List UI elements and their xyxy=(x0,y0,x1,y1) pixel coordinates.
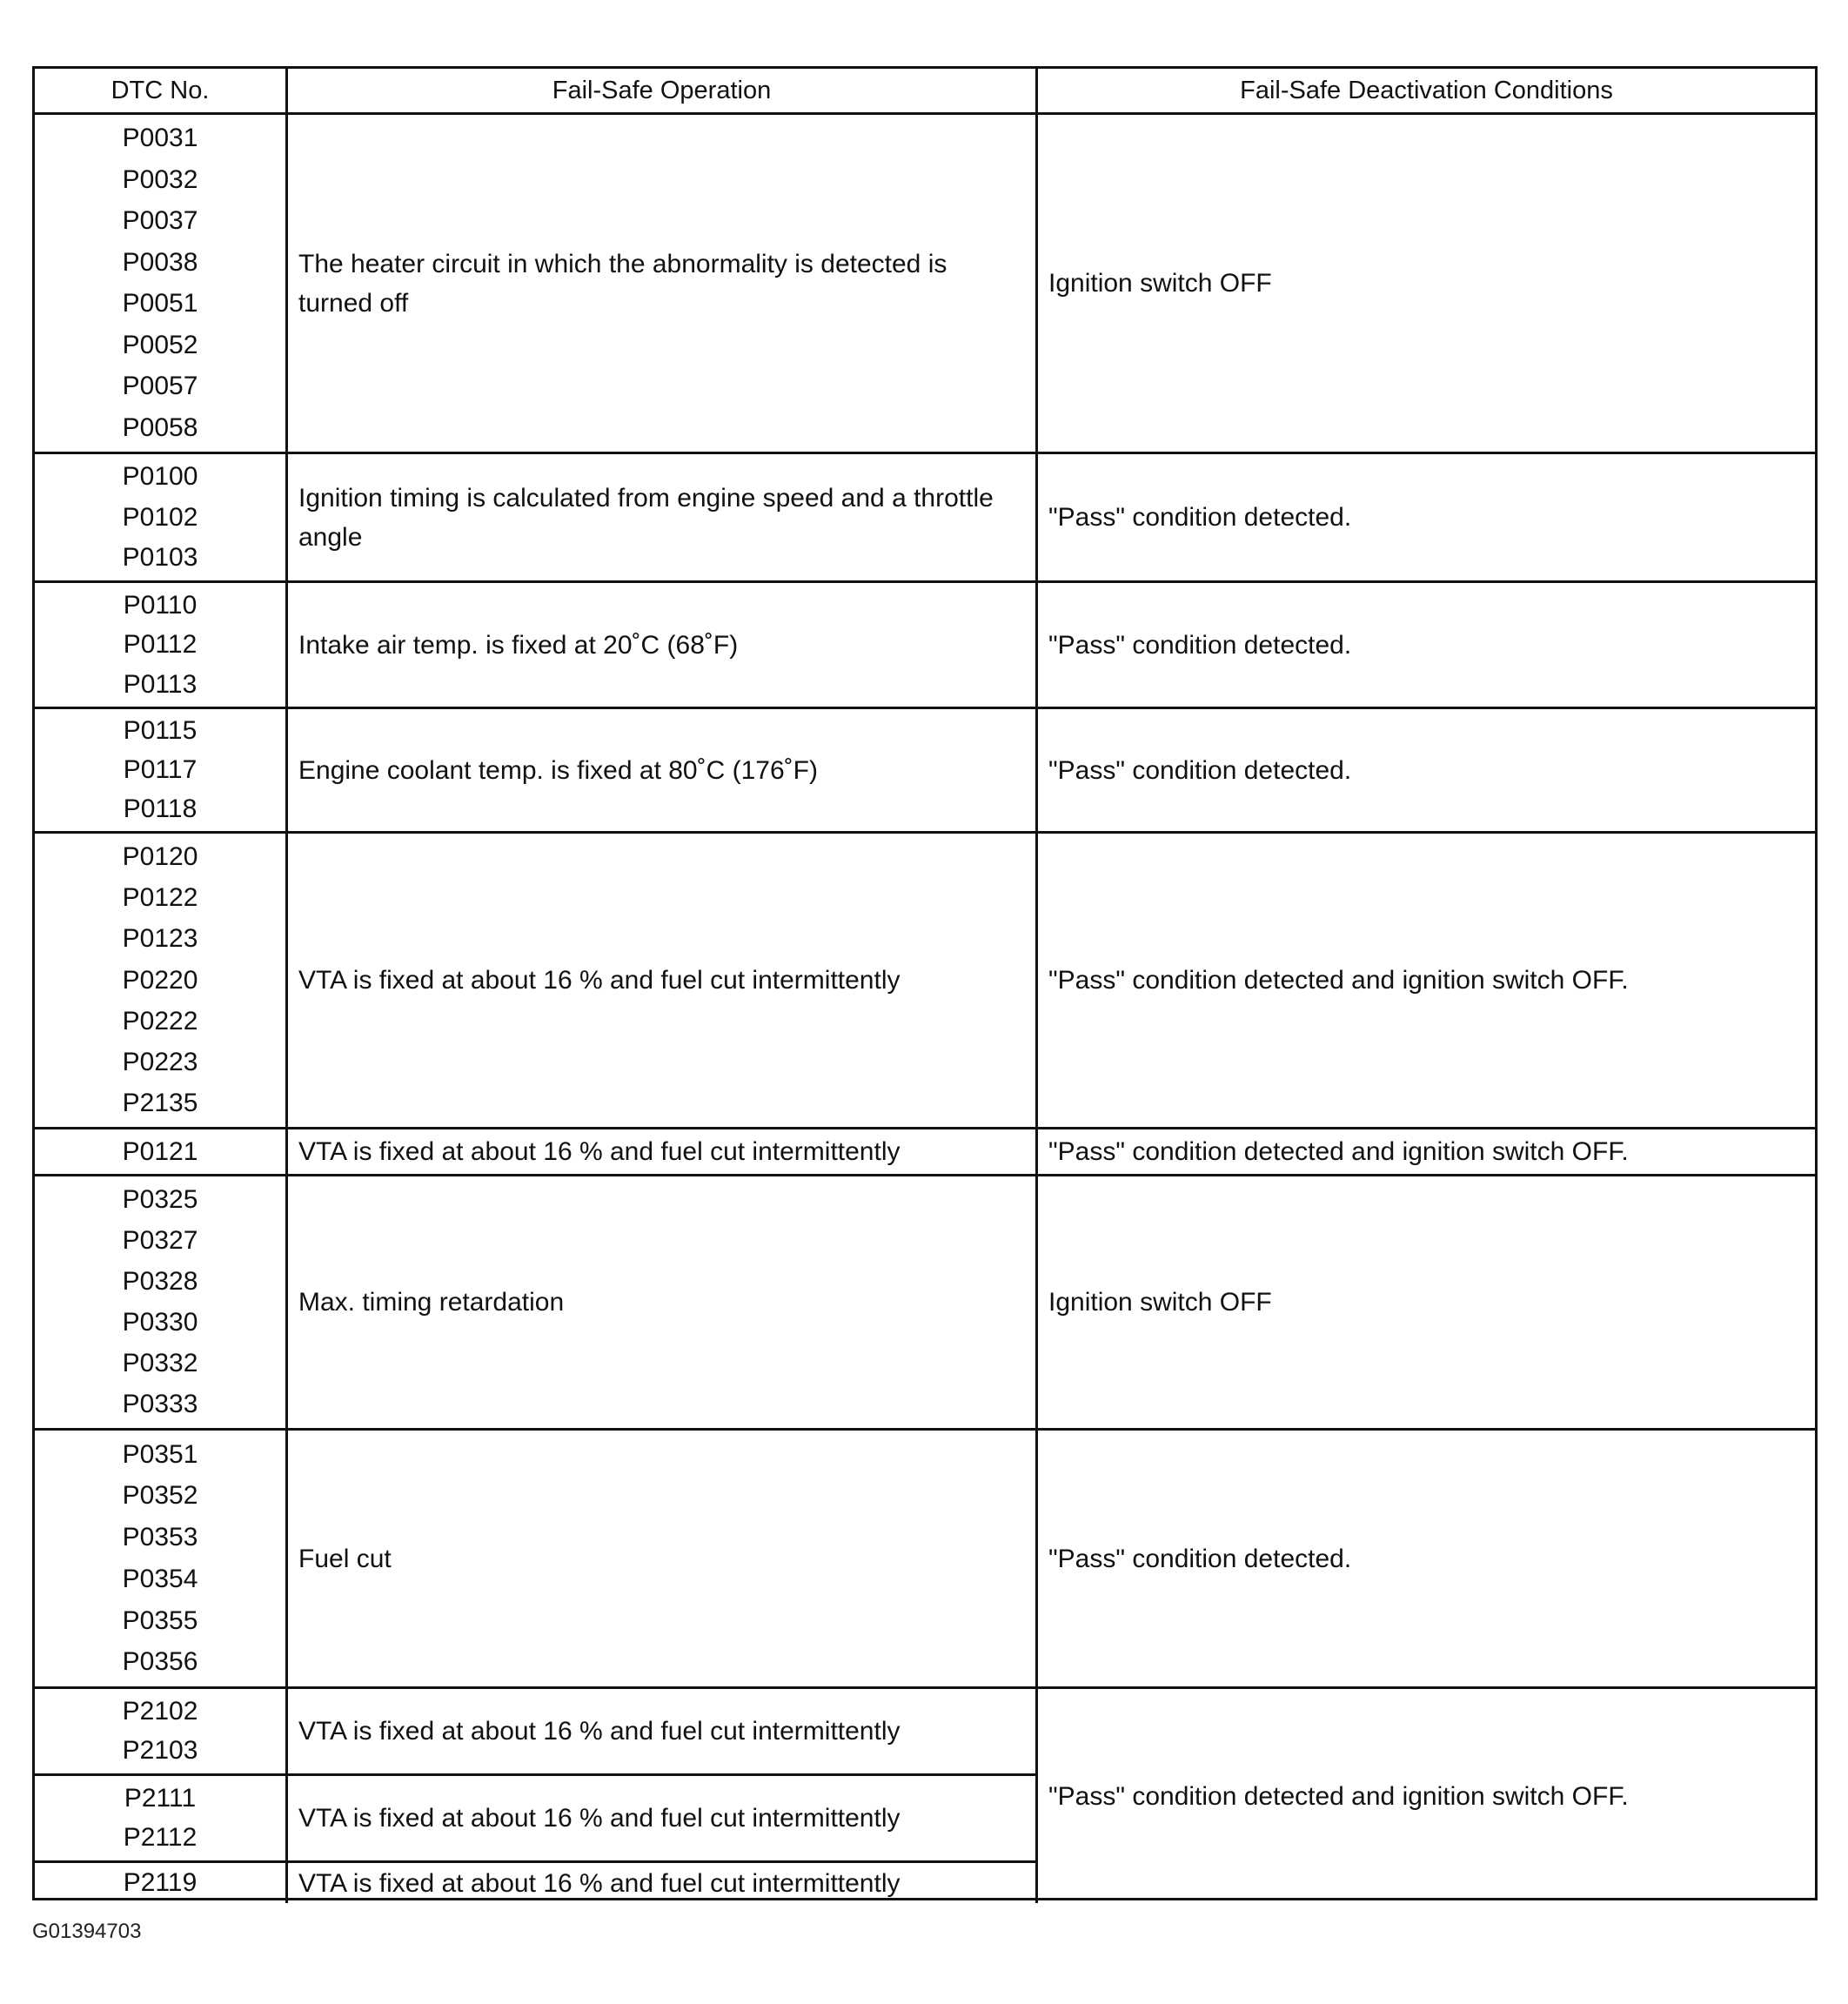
operation-cell: VTA is fixed at about 16 % and fuel cut intermittently xyxy=(288,1776,1038,1863)
dtc-code: P0038 xyxy=(122,247,198,277)
dtc-code: P0351 xyxy=(122,1439,198,1469)
dtc-code: P0112 xyxy=(123,630,198,659)
dtc-code: P0057 xyxy=(122,372,198,401)
dtc-code: P0223 xyxy=(122,1047,198,1076)
header-dtc: DTC No. xyxy=(35,69,288,115)
operation-cell: Intake air temp. is fixed at 20˚C (68˚F) xyxy=(288,583,1038,709)
conditions-cell: Ignition switch OFF xyxy=(1038,1176,1815,1431)
dtc-code: P0354 xyxy=(122,1564,198,1593)
dtc-code: P0032 xyxy=(122,164,198,194)
dtc-code: P0123 xyxy=(122,924,198,954)
dtc-cell xyxy=(35,1863,288,1903)
dtc-code: P0052 xyxy=(122,330,198,359)
dtc-code: P0355 xyxy=(122,1605,198,1635)
header-operation: Fail-Safe Operation xyxy=(288,69,1038,115)
operation-cell: The heater circuit in which the abnormality is detected is turned off xyxy=(288,115,1038,454)
figure-id: G01394703 xyxy=(32,1920,142,1943)
dtc-cell xyxy=(35,1776,288,1863)
dtc-code: P0113 xyxy=(123,669,198,699)
operation-cell: VTA is fixed at about 16 % and fuel cut intermittently xyxy=(288,1129,1038,1176)
conditions-cell: "Pass" condition detected and ignition switch OFF. xyxy=(1038,834,1815,1129)
dtc-code: P0100 xyxy=(122,462,198,492)
conditions-cell: "Pass" condition detected and ignition switch OFF. xyxy=(1048,1781,1629,1811)
operation-cell: Max. timing retardation xyxy=(288,1176,1038,1431)
dtc-code: P0353 xyxy=(122,1523,198,1552)
dtc-code: P0120 xyxy=(122,842,198,872)
dtc-code: P0220 xyxy=(122,965,198,995)
dtc-code: P0327 xyxy=(122,1226,198,1255)
operation-cell: Engine coolant temp. is fixed at 80˚C (176˚F) xyxy=(288,709,1038,834)
operation-cell: VTA is fixed at about 16 % and fuel cut intermittently xyxy=(288,1689,1038,1776)
dtc-cell xyxy=(35,454,288,583)
dtc-cell xyxy=(35,834,288,1129)
dtc-code: P0121 xyxy=(122,1136,198,1166)
dtc-code: P2111 xyxy=(124,1783,197,1813)
dtc-code: P0051 xyxy=(122,289,198,318)
dtc-code: P0122 xyxy=(122,883,198,913)
conditions-cell: Ignition switch OFF xyxy=(1038,115,1815,454)
conditions-cell: "Pass" condition detected. xyxy=(1038,1431,1815,1689)
dtc-cell xyxy=(35,1129,288,1176)
conditions-cell: "Pass" condition detected. xyxy=(1038,709,1815,834)
dtc-code: P0117 xyxy=(123,755,198,784)
conditions-cell: "Pass" condition detected. xyxy=(1038,583,1815,709)
dtc-code: P2135 xyxy=(122,1088,198,1117)
header-conditions: Fail-Safe Deactivation Conditions xyxy=(1038,69,1815,115)
dtc-code: P0103 xyxy=(122,542,198,572)
operation-cell: Ignition timing is calculated from engine speed and a throttle angle xyxy=(288,454,1038,583)
dtc-code: P0330 xyxy=(122,1308,198,1337)
dtc-code: P0325 xyxy=(122,1185,198,1214)
operation-cell: Fuel cut xyxy=(288,1431,1038,1689)
dtc-cell xyxy=(35,1431,288,1689)
dtc-cell xyxy=(35,1689,288,1776)
dtc-cell xyxy=(35,115,288,454)
dtc-code: P0332 xyxy=(122,1349,198,1377)
dtc-code: P0118 xyxy=(123,794,198,823)
dtc-code: P0333 xyxy=(122,1390,198,1418)
dtc-code: P0031 xyxy=(122,124,198,153)
conditions-cell: "Pass" condition detected. xyxy=(1038,454,1815,583)
dtc-code: P0356 xyxy=(122,1647,198,1677)
dtc-code: P0037 xyxy=(122,206,198,236)
dtc-code: P0115 xyxy=(123,716,198,745)
operation-cell: VTA is fixed at about 16 % and fuel cut intermittently xyxy=(288,1863,1038,1903)
conditions-cell: "Pass" condition detected and ignition switch OFF. xyxy=(1038,1129,1815,1176)
fail-safe-table xyxy=(32,66,1818,1900)
operation-cell: VTA is fixed at about 16 % and fuel cut intermittently xyxy=(288,834,1038,1129)
dtc-code: P0102 xyxy=(122,502,198,532)
dtc-code: P0352 xyxy=(122,1481,198,1511)
dtc-code: P2103 xyxy=(122,1736,198,1766)
dtc-code: P0110 xyxy=(123,590,198,620)
dtc-code: P0328 xyxy=(122,1267,198,1296)
dtc-cell xyxy=(35,1176,288,1431)
dtc-code: P2119 xyxy=(123,1868,198,1897)
dtc-cell xyxy=(35,709,288,834)
dtc-code: P2102 xyxy=(122,1696,198,1726)
dtc-code: P0058 xyxy=(122,412,198,442)
dtc-code: P2112 xyxy=(123,1823,198,1853)
dtc-cell xyxy=(35,583,288,709)
dtc-code: P0222 xyxy=(122,1006,198,1036)
